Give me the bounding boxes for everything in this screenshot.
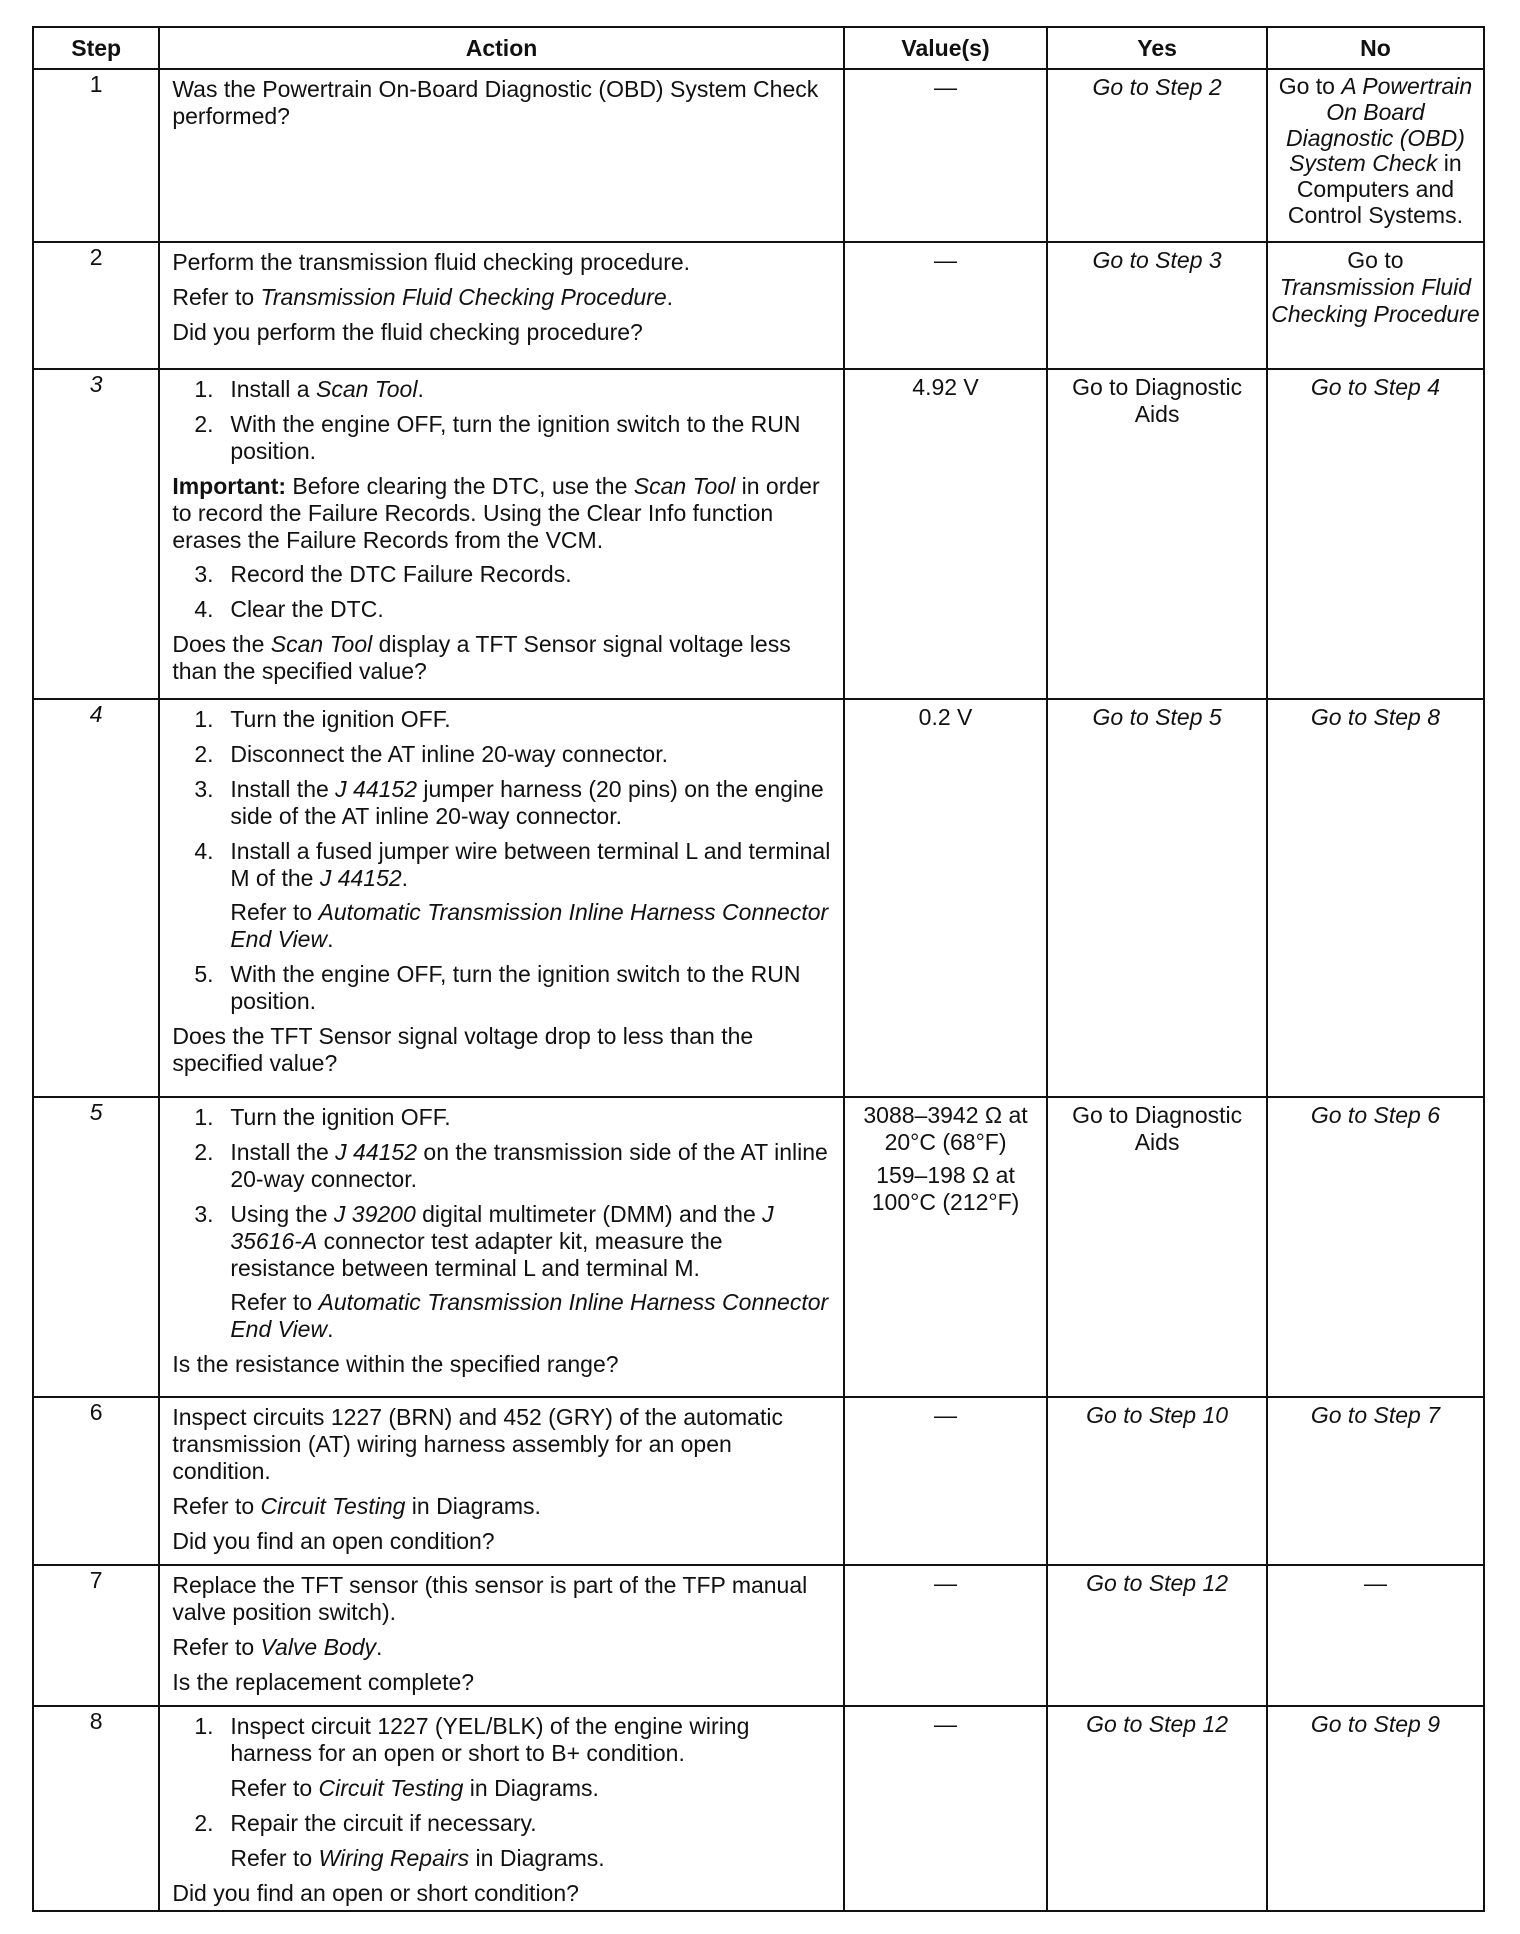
action-cell bbox=[159, 1097, 843, 1397]
list-item bbox=[172, 1104, 832, 1131]
item-text: Install the bbox=[230, 1138, 336, 1165]
table-row bbox=[33, 369, 1484, 699]
item-tail: . bbox=[417, 376, 424, 402]
refer-topic: Circuit Testing bbox=[260, 1492, 406, 1519]
no-cell bbox=[1267, 699, 1484, 1097]
question-text: Did you find an open condition? bbox=[172, 1527, 495, 1554]
no-cell bbox=[1267, 242, 1484, 369]
step-number: 1 bbox=[33, 69, 159, 242]
important-note bbox=[172, 473, 832, 554]
no-cell bbox=[1267, 1706, 1484, 1911]
refer-label: Refer to bbox=[230, 1289, 319, 1316]
refer-topic: Circuit Testing bbox=[318, 1774, 464, 1801]
value-cell: — bbox=[844, 242, 1048, 369]
list-item bbox=[172, 741, 832, 768]
refer-label: Refer to bbox=[230, 1844, 319, 1871]
no-text: Go to Step 9 bbox=[1310, 1711, 1440, 1737]
question-text: Is the resistance within the specified range? bbox=[172, 1351, 619, 1378]
refer-label: Refer to bbox=[172, 283, 261, 310]
refer-topic: Transmission Fluid Checking Procedure bbox=[260, 283, 667, 310]
refer-text bbox=[172, 1845, 832, 1872]
important-label: Important: bbox=[172, 472, 287, 499]
step-number: 4 bbox=[33, 699, 159, 1097]
refer-text bbox=[172, 284, 832, 311]
yes-text: Go to Step 2 bbox=[1092, 74, 1222, 100]
refer-text bbox=[172, 1289, 832, 1343]
list-item bbox=[172, 411, 832, 465]
no-text: Go to Step 8 bbox=[1310, 704, 1440, 730]
refer-text bbox=[172, 899, 832, 953]
item-number: 2. bbox=[194, 740, 214, 767]
refer-tail: . bbox=[666, 283, 674, 310]
item-tool-2: J 35616-A bbox=[230, 1200, 774, 1254]
item-text: With the engine OFF, turn the ignition switch to the RUN position. bbox=[230, 410, 801, 464]
no-text: Go to bbox=[1347, 247, 1404, 273]
no-cell bbox=[1267, 69, 1484, 242]
item-text: Repair the circuit if necessary. bbox=[230, 1809, 537, 1836]
list-item bbox=[172, 838, 832, 892]
refer-topic: Automatic Transmission Inline Harness Connector End View bbox=[230, 1289, 829, 1343]
header-yes: Yes bbox=[1047, 27, 1267, 69]
yes-text: Go to Step 3 bbox=[1092, 247, 1222, 273]
action-cell bbox=[159, 699, 843, 1097]
yes-cell bbox=[1047, 1706, 1267, 1911]
item-tool: J 44152 bbox=[319, 864, 402, 891]
item-number: 4. bbox=[194, 837, 214, 864]
refer-text bbox=[172, 1775, 832, 1802]
header-values: Value(s) bbox=[844, 27, 1048, 69]
question-text: Did you find an open or short condition? bbox=[172, 1879, 579, 1906]
item-text: Install a bbox=[230, 376, 316, 402]
refer-text bbox=[172, 1634, 832, 1661]
table-row bbox=[33, 1397, 1484, 1565]
item-number: 3. bbox=[194, 561, 214, 588]
value-cell bbox=[844, 1097, 1048, 1397]
item-tool: J 39200 bbox=[333, 1200, 416, 1227]
yes-text: Go to Step 12 bbox=[1086, 1711, 1229, 1737]
header-action: Action bbox=[159, 27, 843, 69]
item-number: 2. bbox=[194, 410, 214, 437]
refer-label: Refer to bbox=[230, 899, 319, 926]
refer-label: Refer to bbox=[172, 1492, 261, 1519]
item-number: 3. bbox=[194, 775, 214, 802]
item-number: 5. bbox=[194, 961, 214, 988]
yes-cell bbox=[1047, 1565, 1267, 1706]
list-item bbox=[172, 1201, 832, 1282]
yes-text: Go to Diagnostic Aids bbox=[1072, 374, 1243, 427]
step-number: 6 bbox=[33, 1397, 159, 1565]
item-tail: connector test adapter kit, measure the resistance between terminal L and terminal M. bbox=[230, 1227, 723, 1281]
list-item bbox=[172, 376, 832, 403]
list-item bbox=[172, 1810, 832, 1837]
value-cell: 0.2 V bbox=[844, 699, 1048, 1097]
value-cell: 4.92 V bbox=[844, 369, 1048, 699]
item-tool: Scan Tool bbox=[315, 376, 418, 402]
note-text: Before clearing the DTC, use the bbox=[286, 472, 634, 499]
action-cell bbox=[159, 69, 843, 242]
item-number: 4. bbox=[194, 596, 214, 623]
action-cell bbox=[159, 1565, 843, 1706]
header-step: Step bbox=[33, 27, 159, 69]
step-number: 7 bbox=[33, 1565, 159, 1706]
yes-text: Go to Step 12 bbox=[1086, 1570, 1229, 1596]
step-number: 2 bbox=[33, 242, 159, 369]
no-cell: — bbox=[1267, 1565, 1484, 1706]
yes-cell bbox=[1047, 1097, 1267, 1397]
refer-tail: in Diagrams. bbox=[469, 1844, 605, 1871]
item-text: Inspect circuit 1227 (YEL/BLK) of the engine wiring harness for an open or short to B+ condition. bbox=[230, 1713, 750, 1766]
action-cell bbox=[159, 1397, 843, 1565]
value-cell: — bbox=[844, 1397, 1048, 1565]
list-item bbox=[172, 596, 832, 623]
value-cell: — bbox=[844, 1565, 1048, 1706]
item-text: Clear the DTC. bbox=[230, 596, 384, 623]
question-part: Does the bbox=[172, 631, 271, 658]
action-text: Perform the transmission fluid checking procedure. bbox=[172, 249, 691, 275]
item-text: Record the DTC Failure Records. bbox=[230, 561, 572, 588]
table-row bbox=[33, 699, 1484, 1097]
item-number: 1. bbox=[194, 1104, 214, 1130]
item-tool: J 44152 bbox=[335, 775, 418, 802]
action-text: Replace the TFT sensor (this sensor is part of the TFP manual valve position switch). bbox=[172, 1572, 808, 1625]
action-text: Inspect circuits 1227 (BRN) and 452 (GRY) of the automatic transmission (AT) wiring harness assembly for an open condition. bbox=[172, 1404, 783, 1484]
no-link-text: Transmission Fluid Checking Procedure bbox=[1271, 273, 1480, 327]
question-tail: display a TFT Sensor signal voltage less than the specified value? bbox=[172, 631, 791, 685]
no-cell bbox=[1267, 1097, 1484, 1397]
item-text: Using the bbox=[230, 1200, 334, 1227]
item-tool: J 44152 bbox=[335, 1138, 418, 1165]
yes-cell bbox=[1047, 242, 1267, 369]
refer-label: Refer to bbox=[172, 1633, 261, 1660]
refer-topic: Automatic Transmission Inline Harness Connector End View bbox=[230, 899, 829, 953]
yes-cell bbox=[1047, 69, 1267, 242]
note-tool: Scan Tool bbox=[633, 472, 736, 499]
list-item bbox=[172, 961, 832, 1015]
item-text: Install the bbox=[230, 775, 336, 802]
item-tail: . bbox=[401, 864, 409, 891]
refer-tail: in Diagrams. bbox=[463, 1774, 599, 1801]
table-row bbox=[33, 242, 1484, 369]
table-row bbox=[33, 1706, 1484, 1911]
table-row bbox=[33, 69, 1484, 242]
action-cell bbox=[159, 1706, 843, 1911]
note-tail: in order to record the Failure Records. Using the Clear Info function erases the Failure Records from the VCM. bbox=[172, 472, 820, 553]
yes-text: Go to Step 5 bbox=[1092, 704, 1222, 730]
no-link-text: A Powertrain On Board Diagnostic (OBD) System Check bbox=[1285, 73, 1473, 177]
header-row bbox=[33, 27, 1484, 69]
refer-tail: . bbox=[327, 926, 334, 953]
item-number: 1. bbox=[194, 1713, 214, 1739]
item-tail: on the transmission side of the AT inline 20-way connector. bbox=[230, 1138, 828, 1192]
item-text: Turn the ignition OFF. bbox=[230, 706, 451, 732]
list-item bbox=[172, 1713, 832, 1767]
item-number: 1. bbox=[194, 706, 214, 732]
item-text: Disconnect the AT inline 20-way connector. bbox=[230, 740, 669, 767]
list-item bbox=[172, 1139, 832, 1193]
item-text-mid: digital multimeter (DMM) and the bbox=[415, 1200, 763, 1227]
table-row bbox=[33, 1097, 1484, 1397]
refer-topic: Valve Body bbox=[260, 1633, 377, 1660]
no-text: Go to Step 7 bbox=[1310, 1402, 1440, 1428]
item-tail: jumper harness (20 pins) on the engine side of the AT inline 20-way connector. bbox=[230, 775, 824, 829]
refer-tail: in Diagrams. bbox=[405, 1492, 541, 1519]
item-number: 3. bbox=[194, 1200, 214, 1227]
yes-cell bbox=[1047, 369, 1267, 699]
yes-text: Go to Step 10 bbox=[1086, 1402, 1229, 1428]
question-text: Did you perform the fluid checking procedure? bbox=[172, 318, 643, 345]
action-cell bbox=[159, 242, 843, 369]
refer-tail: . bbox=[376, 1633, 383, 1660]
question-text bbox=[172, 631, 832, 685]
table-row bbox=[33, 1565, 1484, 1706]
item-number: 2. bbox=[194, 1809, 214, 1836]
list-item bbox=[172, 706, 832, 733]
question-tool: Scan Tool bbox=[270, 631, 373, 658]
item-text: Turn the ignition OFF. bbox=[230, 1104, 451, 1130]
value-cell: — bbox=[844, 1706, 1048, 1911]
yes-text: Go to Diagnostic Aids bbox=[1072, 1102, 1243, 1155]
no-text-tail: in Computers and Control Systems. bbox=[1287, 150, 1463, 228]
refer-text bbox=[172, 1493, 832, 1520]
yes-cell bbox=[1047, 699, 1267, 1097]
item-number: 2. bbox=[194, 1138, 214, 1165]
value-cell: — bbox=[844, 69, 1048, 242]
no-text: Go to Step 6 bbox=[1310, 1102, 1440, 1128]
no-cell bbox=[1267, 1397, 1484, 1565]
refer-label: Refer to bbox=[230, 1774, 319, 1801]
value-line: 159–198 Ω at 100°C (212°F) bbox=[871, 1161, 1020, 1215]
action-text: Was the Powertrain On-Board Diagnostic (OBD) System Check performed? bbox=[172, 76, 819, 129]
no-text: Go to bbox=[1278, 73, 1342, 99]
no-cell bbox=[1267, 369, 1484, 699]
yes-cell bbox=[1047, 1397, 1267, 1565]
value-line: 3088–3942 Ω at 20°C (68°F) bbox=[863, 1102, 1028, 1155]
diagnostic-table bbox=[32, 26, 1485, 1912]
refer-topic: Wiring Repairs bbox=[318, 1844, 470, 1871]
refer-tail: . bbox=[327, 1316, 334, 1343]
step-number: 8 bbox=[33, 1706, 159, 1911]
no-text: Go to Step 4 bbox=[1310, 374, 1440, 400]
step-number: 3 bbox=[33, 369, 159, 699]
question-text: Is the replacement complete? bbox=[172, 1668, 475, 1695]
list-item bbox=[172, 561, 832, 588]
item-number: 1. bbox=[194, 376, 214, 402]
question-text: Does the TFT Sensor signal voltage drop to less than the specified value? bbox=[172, 1023, 754, 1076]
step-number: 5 bbox=[33, 1097, 159, 1397]
item-text: Install a fused jumper wire between terminal L and terminal M of the bbox=[230, 837, 831, 891]
item-text: With the engine OFF, turn the ignition switch to the RUN position. bbox=[230, 961, 801, 1015]
header-no: No bbox=[1267, 27, 1484, 69]
action-cell bbox=[159, 369, 843, 699]
list-item bbox=[172, 776, 832, 830]
